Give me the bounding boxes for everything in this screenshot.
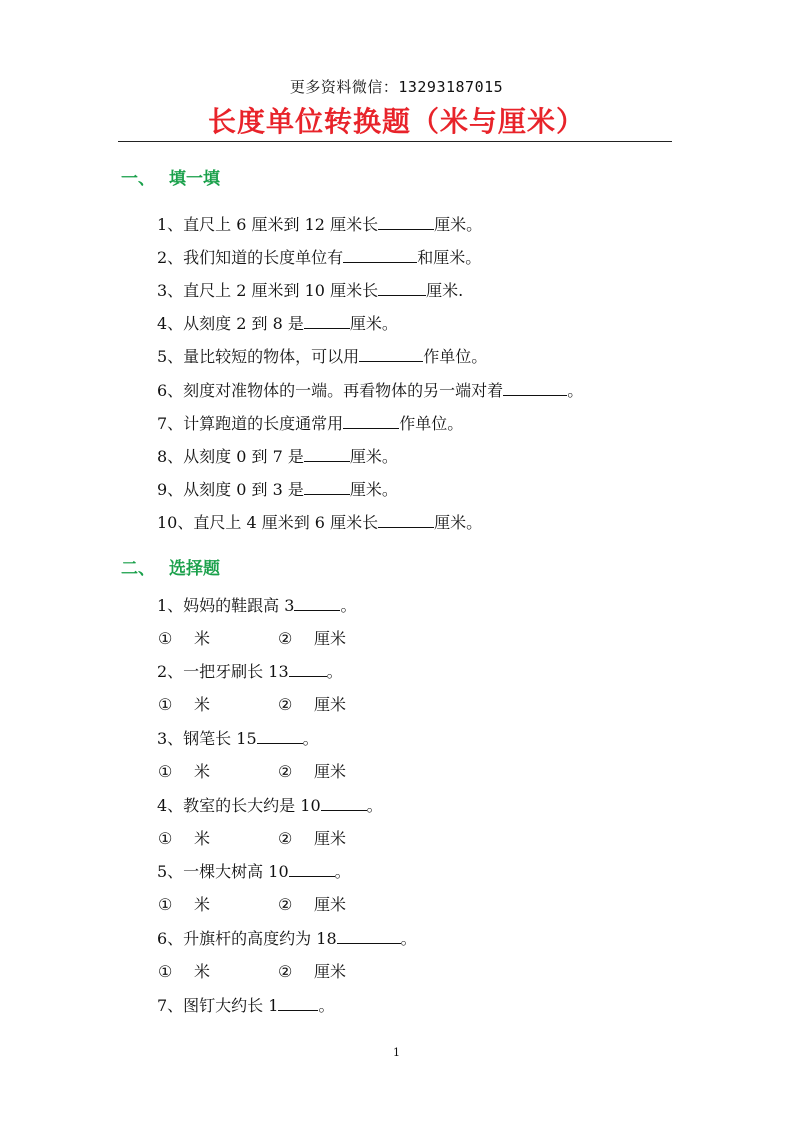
option-b-text: 厘米	[314, 629, 347, 648]
option-a-text: 米	[194, 829, 211, 848]
answer-blank[interactable]	[304, 313, 350, 329]
fill-question: 1、直尺上 6 厘米到 12 厘米长 厘米。	[157, 215, 483, 234]
option-a-text: 米	[194, 895, 211, 914]
answer-blank[interactable]	[304, 446, 350, 462]
page-number: 1	[393, 1046, 400, 1059]
answer-blank[interactable]	[378, 512, 434, 528]
fill-question: 2、我们知道的长度单位有 和厘米。	[157, 248, 482, 267]
option-a-mark[interactable]: ①	[158, 629, 173, 648]
choice-question: 5、一棵大树高 10 。	[157, 862, 351, 881]
fill-question: 3、直尺上 2 厘米到 10 厘米长 厘米.	[157, 281, 464, 300]
option-a-mark[interactable]: ①	[158, 695, 173, 714]
option-b-mark[interactable]: ②	[278, 762, 293, 781]
answer-blank[interactable]	[257, 728, 303, 744]
answer-blank[interactable]	[278, 995, 318, 1011]
fill-question: 5、量比较短的物体，可以用 作单位。	[157, 347, 488, 366]
answer-blank[interactable]	[343, 247, 417, 263]
section-title: 填一填	[169, 169, 220, 189]
choice-options	[158, 628, 346, 650]
option-b-text: 厘米	[314, 895, 347, 914]
choice-question: 3、钢笔长 15 。	[157, 729, 319, 748]
choice-question: 2、一把牙刷长 13 。	[157, 662, 343, 681]
choice-options	[158, 961, 346, 983]
choice-options	[158, 894, 346, 916]
section-title: 选择题	[169, 559, 220, 579]
answer-blank[interactable]	[378, 214, 434, 230]
option-b-text: 厘米	[314, 962, 347, 981]
title-divider	[118, 141, 672, 142]
section-number: 一、	[121, 169, 155, 189]
answer-blank[interactable]	[503, 380, 567, 396]
choice-question: 6、升旗杆的高度约为 18 。	[157, 929, 417, 948]
option-b-text: 厘米	[314, 829, 347, 848]
fill-question: 6、刻度对准物体的一端。再看物体的另一端对着 。	[157, 381, 584, 400]
option-b-mark[interactable]: ②	[278, 629, 293, 648]
page-title: 长度单位转换题（米与厘米）	[207, 105, 585, 138]
fill-question: 7、计算跑道的长度通常用 作单位。	[157, 414, 464, 433]
option-a-mark[interactable]: ①	[158, 829, 173, 848]
option-b-text: 厘米	[314, 762, 347, 781]
choice-question: 7、图钉大约长 1 。	[157, 996, 335, 1015]
section-number: 二、	[121, 559, 155, 579]
option-b-mark[interactable]: ②	[278, 962, 293, 981]
choice-options	[158, 761, 346, 783]
fill-question: 9、从刻度 0 到 3 是 厘米。	[157, 480, 398, 499]
option-a-text: 米	[194, 962, 211, 981]
option-a-mark[interactable]: ①	[158, 762, 173, 781]
fill-question: 8、从刻度 0 到 7 是 厘米。	[157, 447, 398, 466]
answer-blank[interactable]	[289, 661, 327, 677]
choice-question: 4、教室的长大约是 10 。	[157, 796, 383, 815]
option-a-text: 米	[194, 762, 211, 781]
option-b-mark[interactable]: ②	[278, 895, 293, 914]
answer-blank[interactable]	[304, 479, 350, 495]
answer-blank[interactable]	[289, 861, 335, 877]
option-b-mark[interactable]: ②	[278, 829, 293, 848]
option-b-text: 厘米	[314, 695, 347, 714]
fill-question: 4、从刻度 2 到 8 是 厘米。	[157, 314, 398, 333]
option-a-text: 米	[194, 695, 211, 714]
choice-options	[158, 694, 346, 716]
choice-options	[158, 828, 346, 850]
answer-blank[interactable]	[337, 928, 401, 944]
option-b-mark[interactable]: ②	[278, 695, 293, 714]
section-heading-choice	[121, 554, 220, 579]
contact-line: 更多资料微信：13293187015	[289, 78, 504, 96]
answer-blank[interactable]	[359, 346, 423, 362]
option-a-mark[interactable]: ①	[158, 962, 173, 981]
fill-question: 10、直尺上 4 厘米到 6 厘米长 厘米。	[157, 513, 483, 532]
option-a-text: 米	[194, 629, 211, 648]
section-heading-fill-in	[121, 164, 220, 189]
answer-blank[interactable]	[378, 280, 426, 296]
option-a-mark[interactable]: ①	[158, 895, 173, 914]
answer-blank[interactable]	[343, 413, 399, 429]
answer-blank[interactable]	[294, 595, 340, 611]
choice-question: 1、妈妈的鞋跟高 3 。	[157, 596, 357, 615]
answer-blank[interactable]	[321, 795, 367, 811]
